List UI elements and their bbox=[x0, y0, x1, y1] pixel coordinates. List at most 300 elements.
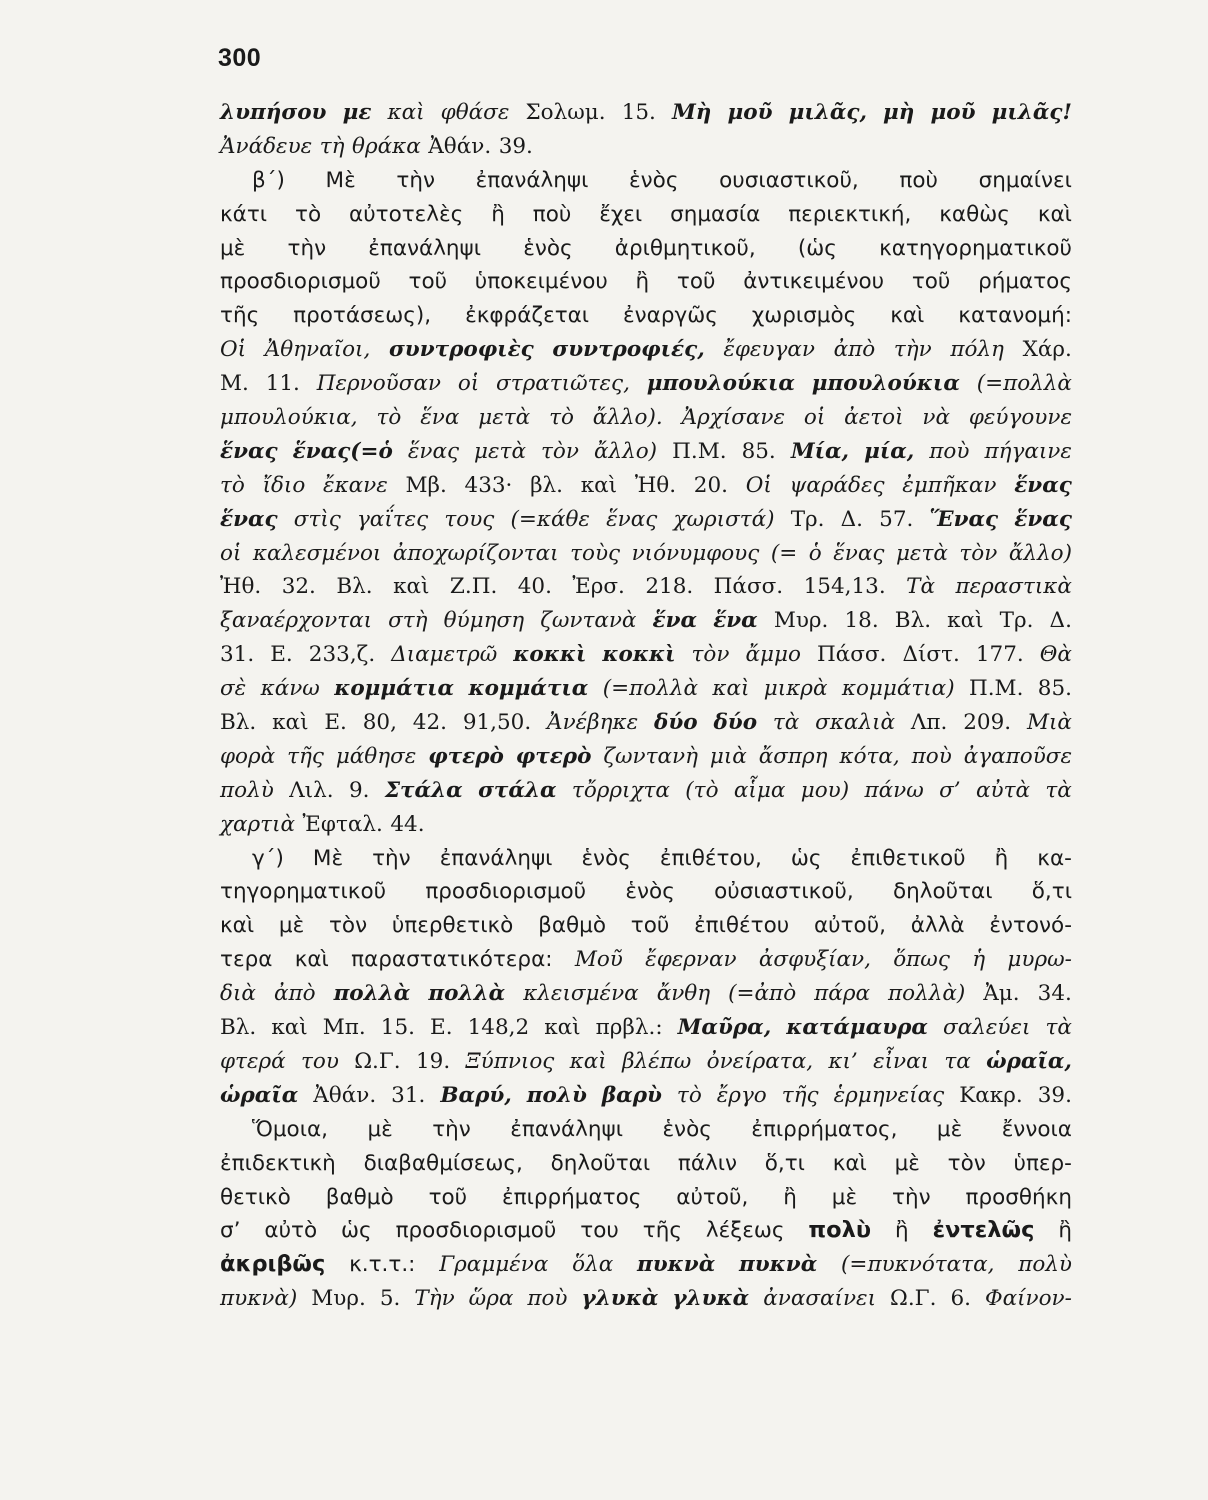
word: οἱ bbox=[457, 371, 480, 397]
word: τῆς bbox=[781, 1082, 819, 1108]
text-line bbox=[220, 198, 1072, 232]
text-line bbox=[220, 401, 1072, 435]
word: Πάσσ. bbox=[816, 642, 887, 668]
word: ἀπὸ bbox=[273, 981, 316, 1007]
word: καὶ bbox=[271, 1015, 308, 1041]
word: (=πολλὰ bbox=[976, 371, 1072, 397]
word: τὰ bbox=[772, 710, 800, 736]
word: ἕνας bbox=[1014, 472, 1072, 498]
word: Γραμμένα bbox=[439, 1252, 549, 1278]
word: 9. bbox=[348, 777, 370, 803]
word: κότα, bbox=[839, 743, 900, 769]
word: ἀπὸ bbox=[833, 337, 876, 363]
word: καὶ bbox=[569, 1048, 607, 1074]
text-line bbox=[220, 299, 1072, 333]
word: τοῦ bbox=[428, 1184, 468, 1210]
word: σ’ bbox=[220, 1218, 241, 1244]
word: 34. bbox=[1037, 981, 1072, 1007]
word: νὰ bbox=[922, 405, 950, 431]
word: αὐτοῦ, bbox=[676, 1184, 749, 1210]
word: φτερὸ bbox=[515, 743, 592, 769]
word: μιὰ bbox=[709, 743, 747, 769]
word: τὴν bbox=[432, 1116, 471, 1142]
word: Ἠθ. bbox=[220, 574, 262, 600]
word: Ω.Γ. bbox=[354, 1048, 401, 1074]
word: Ἀνέβηκε bbox=[547, 710, 639, 736]
word: βαθμὸ bbox=[538, 913, 606, 939]
word: περαστικὰ bbox=[955, 574, 1072, 600]
word: διὰ bbox=[220, 981, 256, 1007]
word: 433· bbox=[464, 472, 513, 498]
word: γαΐτες bbox=[356, 506, 429, 532]
word: καὶ bbox=[947, 608, 984, 634]
word: Μβ. bbox=[405, 472, 447, 498]
word: πυκνὰ) bbox=[220, 1286, 298, 1312]
word: 5. bbox=[379, 1286, 401, 1312]
word: ὑπερ- bbox=[1013, 1150, 1072, 1176]
word: ποὺ bbox=[532, 201, 572, 227]
word: ἢ bbox=[491, 201, 505, 227]
word: αὐτὰ bbox=[976, 777, 1031, 803]
word: ἀκριβῶς bbox=[220, 1251, 326, 1278]
word: 39. bbox=[498, 133, 533, 159]
word: του bbox=[300, 1048, 339, 1074]
word: του bbox=[580, 1218, 619, 1244]
word: Μυρ. bbox=[773, 608, 829, 634]
word: (τὸ bbox=[685, 777, 719, 803]
word: Λιλ. bbox=[289, 777, 334, 803]
word: Φαίνον- bbox=[984, 1286, 1072, 1312]
word: ὀνείρατα, bbox=[706, 1048, 814, 1074]
word: κλεισμένα bbox=[523, 981, 639, 1007]
word: μοῦ bbox=[727, 100, 773, 125]
word: ὅλα bbox=[572, 1252, 614, 1278]
word: Βλ. bbox=[220, 710, 257, 736]
word: γλυκὰ bbox=[672, 1286, 750, 1312]
word: ἢ bbox=[783, 1184, 797, 1210]
word: ἔχει bbox=[599, 201, 643, 227]
word: ἐμπῆκαν bbox=[902, 472, 997, 498]
word: ἢ bbox=[994, 845, 1009, 871]
text-line bbox=[220, 1113, 1072, 1147]
word: ἀριθμητικοῦ, bbox=[614, 235, 756, 261]
word: κατάμαυρα bbox=[786, 1015, 928, 1041]
word: τὸ bbox=[549, 405, 574, 431]
text-line bbox=[220, 1214, 1072, 1248]
word: ἐπανάληψι bbox=[439, 845, 553, 871]
word: μετὰ bbox=[474, 438, 526, 464]
word: 154,13. bbox=[803, 574, 886, 600]
word: μία, bbox=[864, 438, 915, 464]
word: ὡραῖα bbox=[220, 1082, 299, 1108]
word: Μὲ bbox=[325, 167, 356, 193]
word: Δ. bbox=[840, 506, 864, 532]
text-line bbox=[220, 638, 1072, 672]
word: προσδιορισμοῦ bbox=[425, 879, 587, 905]
word: ὡς bbox=[341, 1218, 372, 1244]
word: θράκα bbox=[352, 133, 421, 159]
word: παραστατικότερα: bbox=[351, 947, 553, 973]
text-line bbox=[220, 1045, 1072, 1079]
word: ἔννοια bbox=[1001, 1116, 1072, 1142]
word: ἀγαποῦσε bbox=[963, 743, 1072, 769]
word: ἕνα bbox=[713, 608, 758, 634]
word: ἑνὸς bbox=[625, 879, 675, 905]
word: ἑνὸς bbox=[662, 1116, 712, 1142]
word: βαθμὸ bbox=[325, 1184, 394, 1210]
word: πόλη bbox=[950, 337, 1004, 363]
word: 177. bbox=[975, 642, 1024, 668]
word: τὸ bbox=[376, 405, 402, 431]
word: σ’ bbox=[939, 777, 961, 803]
word: (=πυκνότατα, bbox=[841, 1252, 995, 1278]
word: Πάσσ. bbox=[713, 574, 784, 600]
word: ἢ bbox=[635, 269, 650, 295]
word: χαρτιὰ bbox=[220, 811, 296, 837]
word: 85. bbox=[741, 438, 776, 464]
word: στὴ bbox=[388, 608, 428, 634]
text-line bbox=[220, 130, 1072, 164]
word: πυκνὰ bbox=[637, 1252, 716, 1278]
text-line bbox=[220, 367, 1072, 401]
word: 6. bbox=[950, 1286, 971, 1312]
word: 11. bbox=[265, 371, 300, 397]
word: Χάρ. bbox=[1022, 337, 1072, 363]
word: ὡς bbox=[790, 845, 822, 871]
word: ἀετοὶ bbox=[844, 405, 904, 431]
word: Διαμετρῶ bbox=[391, 642, 498, 668]
word: (=πολλὰ bbox=[602, 676, 698, 702]
word: γλυκὰ bbox=[581, 1286, 659, 1312]
word: κομμάτια bbox=[334, 676, 455, 702]
word: λυπήσου bbox=[220, 100, 327, 125]
word: τὴν bbox=[396, 167, 435, 193]
word: πάρα bbox=[814, 981, 870, 1007]
word: Ἀθάν. bbox=[428, 133, 492, 159]
word: γ΄) bbox=[252, 845, 284, 871]
word: πάλιν bbox=[677, 1150, 737, 1176]
word: προσδιορισμοῦ bbox=[395, 1218, 557, 1244]
word: τῆς bbox=[287, 743, 324, 769]
word: τὰ bbox=[1045, 777, 1072, 803]
text-line bbox=[220, 909, 1072, 943]
word: με bbox=[342, 100, 372, 125]
word: ποὺ bbox=[929, 438, 970, 464]
word: μετὰ bbox=[478, 405, 531, 431]
word: ἕνα bbox=[420, 405, 460, 431]
word: πολλὰ bbox=[333, 981, 411, 1007]
word: Μαῦρα, bbox=[677, 1015, 772, 1041]
word: τὴν bbox=[372, 845, 411, 871]
word: ποὺ bbox=[899, 167, 938, 193]
word: κατανομή: bbox=[958, 303, 1072, 329]
text-line bbox=[220, 774, 1072, 808]
word: κοκκὶ bbox=[602, 642, 676, 668]
word: τὄρριχτα bbox=[571, 777, 670, 803]
word: 19. bbox=[415, 1048, 451, 1074]
word: Ζ.Π. bbox=[449, 574, 498, 600]
word: τὸν bbox=[691, 642, 730, 668]
text-line bbox=[220, 570, 1072, 604]
word: πάνω bbox=[864, 777, 924, 803]
word: οὐσιαστικοῦ, bbox=[714, 879, 854, 905]
word: ἔφερναν bbox=[645, 947, 737, 973]
text-line bbox=[220, 265, 1072, 299]
text-line bbox=[220, 604, 1072, 638]
word: κάτι bbox=[220, 201, 268, 227]
word: μπουλούκια bbox=[646, 371, 795, 397]
word: 148,2 bbox=[467, 1015, 530, 1041]
word: Οἱ bbox=[745, 472, 772, 498]
word: πρβλ.: bbox=[595, 1015, 663, 1041]
word: (=κάθε bbox=[510, 506, 590, 532]
word: τους bbox=[444, 506, 495, 532]
word: (=ἀπὸ bbox=[728, 981, 797, 1007]
word: προσθήκη bbox=[965, 1184, 1072, 1210]
text-line bbox=[220, 875, 1072, 909]
word: ποὺ bbox=[911, 743, 952, 769]
word: 15. bbox=[380, 1015, 415, 1041]
word: μὲ bbox=[894, 1150, 920, 1176]
word: Βλ. bbox=[894, 608, 932, 634]
word: ρήματος bbox=[978, 269, 1072, 295]
word: συντροφιές, bbox=[552, 337, 705, 363]
word: 20. bbox=[693, 472, 728, 498]
word: ἐπιθέτου, bbox=[659, 845, 762, 871]
text-line bbox=[220, 740, 1072, 774]
text-line bbox=[220, 842, 1072, 876]
word: τηγορηματικοῦ bbox=[220, 879, 387, 905]
word: 40. bbox=[517, 574, 552, 600]
word: 91,50. bbox=[462, 710, 532, 736]
word: καὶ bbox=[387, 100, 425, 125]
word: ζωντανὴ bbox=[603, 743, 698, 769]
word: ἕνας bbox=[220, 438, 278, 464]
word: ἐπανάληψι bbox=[475, 167, 589, 193]
word: καθὼς bbox=[939, 201, 1010, 227]
text-line bbox=[220, 469, 1072, 503]
text-line bbox=[220, 164, 1072, 198]
word: Ἀθηναῖοι, bbox=[264, 337, 371, 363]
word: 31. bbox=[391, 1082, 426, 1108]
word: φθάσε bbox=[440, 100, 510, 125]
word: καὶ bbox=[544, 1015, 581, 1041]
word: κομμάτια) bbox=[841, 676, 955, 702]
body-text bbox=[220, 96, 1072, 1316]
word: τα bbox=[944, 1048, 971, 1074]
word: Τὰ bbox=[906, 574, 935, 600]
word: καὶ bbox=[220, 913, 255, 939]
word: Μ. bbox=[220, 371, 249, 397]
word: μὲ bbox=[831, 1184, 858, 1210]
word: ἕνας bbox=[833, 540, 885, 566]
text-line bbox=[220, 1181, 1072, 1215]
word: πολὺ bbox=[1018, 1252, 1072, 1278]
word: μικρὰ bbox=[763, 676, 828, 702]
word: σημαίνει bbox=[978, 167, 1072, 193]
word: πολὺ bbox=[220, 777, 274, 803]
word: καὶ bbox=[890, 303, 925, 329]
text-line bbox=[220, 232, 1072, 266]
word: αὐτὸ bbox=[264, 1218, 318, 1244]
word: σημασία bbox=[670, 201, 761, 227]
word: δύο bbox=[653, 710, 698, 736]
word: καὶ bbox=[294, 947, 329, 973]
word: καὶ bbox=[712, 676, 750, 702]
word: Ε. bbox=[270, 642, 293, 668]
word: βλ. bbox=[530, 472, 563, 498]
word: καὶ bbox=[580, 472, 618, 498]
word: πολλὰ bbox=[428, 981, 506, 1007]
word: ἑνὸς bbox=[629, 167, 679, 193]
word: ἕνα bbox=[652, 608, 698, 634]
word: ἕνας bbox=[606, 506, 658, 532]
word: μυρω- bbox=[1007, 947, 1072, 973]
word: ουσιαστικοῦ, bbox=[719, 167, 859, 193]
word: ἴδιο bbox=[262, 472, 306, 498]
word: πυκνὰ bbox=[739, 1252, 818, 1278]
word: μπουλούκια, bbox=[220, 405, 358, 431]
word: 39. bbox=[1037, 1082, 1072, 1108]
word: πήγαινε bbox=[984, 438, 1072, 464]
word: 32. bbox=[281, 574, 316, 600]
text-line bbox=[220, 333, 1072, 367]
word: τὰ bbox=[1045, 1015, 1072, 1041]
word: κατηγορηματικοῦ bbox=[879, 235, 1072, 261]
word: κ.τ.τ.: bbox=[349, 1252, 416, 1278]
word: ἄσπρη bbox=[758, 743, 828, 769]
word: πολὺ bbox=[808, 1217, 872, 1244]
word: τὴν bbox=[287, 235, 327, 261]
word: σαλεύει bbox=[943, 1015, 1031, 1041]
word: Ε. bbox=[324, 710, 347, 736]
word: κοκκὶ bbox=[513, 642, 587, 668]
word: ἐπανάληψι bbox=[368, 235, 482, 261]
word: τὸ bbox=[295, 201, 322, 227]
word: τοῦ bbox=[630, 913, 670, 939]
word: ἐντελῶς bbox=[932, 1217, 1035, 1244]
word: στρατιῶτες, bbox=[496, 371, 630, 397]
word: Ω.Γ. bbox=[890, 1286, 937, 1312]
word: Π.Μ. bbox=[968, 676, 1024, 702]
word: τὴν bbox=[892, 1184, 931, 1210]
word: κα- bbox=[1037, 845, 1072, 871]
word: ἕνας(=ὁ bbox=[292, 438, 393, 464]
word: δηλοῦται bbox=[550, 1150, 651, 1176]
word: αὐτοῦ, bbox=[813, 913, 886, 939]
word: λέξεως bbox=[705, 1218, 785, 1244]
word: ἄμμο bbox=[745, 642, 801, 668]
word: ἢ bbox=[1058, 1218, 1072, 1244]
word: Οἱ bbox=[220, 337, 247, 363]
word: Βλ. bbox=[220, 1015, 257, 1041]
word: τερα bbox=[220, 947, 273, 973]
word: φτερά bbox=[220, 1048, 286, 1074]
word: μιλᾶς! bbox=[991, 100, 1072, 125]
word: ἕνας bbox=[1014, 506, 1072, 532]
word: φτερὸ bbox=[428, 743, 504, 769]
word: Βαρύ, bbox=[440, 1082, 512, 1108]
word: προσδιορισμοῦ bbox=[220, 269, 381, 295]
word: ἑνὸς bbox=[523, 235, 573, 261]
word: μὲ bbox=[936, 1116, 963, 1142]
word: τὸ bbox=[220, 472, 245, 498]
word: τῆς bbox=[642, 1218, 682, 1244]
word: (= bbox=[770, 540, 798, 566]
word: ἐπιδεκτικὴ bbox=[220, 1150, 336, 1176]
word: μάθησε bbox=[335, 743, 417, 769]
word: Μοῦ bbox=[574, 947, 623, 973]
word: ψαράδες bbox=[789, 472, 885, 498]
word: φορὰ bbox=[220, 743, 276, 769]
word: 80, bbox=[362, 710, 397, 736]
page-number: 300 bbox=[218, 44, 262, 72]
word: τοῦ bbox=[408, 269, 448, 295]
word: Ἀνάδευε bbox=[220, 133, 313, 159]
word: Ε. bbox=[430, 1015, 453, 1041]
word: καλεσμένοι bbox=[252, 540, 382, 566]
word: πολὺ bbox=[526, 1082, 587, 1108]
word: σὲ bbox=[220, 676, 247, 702]
word: μὴ bbox=[883, 100, 915, 125]
word: β΄) bbox=[252, 167, 285, 193]
word: ἐπιρρήματος, bbox=[751, 1116, 898, 1142]
word: ἀσφυξίαν, bbox=[758, 947, 871, 973]
word: 233,ζ. bbox=[308, 642, 376, 668]
word: ἄλλο) bbox=[593, 438, 658, 464]
word: τὸν bbox=[959, 540, 998, 566]
word: Δίστ. bbox=[902, 642, 960, 668]
word: Σολωμ. bbox=[525, 100, 606, 125]
text-line bbox=[220, 706, 1072, 740]
word: οἱ bbox=[220, 540, 242, 566]
word: τοὺς bbox=[570, 540, 621, 566]
word: ὁ bbox=[808, 540, 822, 566]
word: Ὅμοια, bbox=[252, 1116, 328, 1142]
word: τὸν bbox=[947, 1150, 986, 1176]
word: ζωντανὰ bbox=[540, 608, 637, 634]
word: τὸν bbox=[541, 438, 579, 464]
text-line bbox=[220, 808, 1072, 842]
word: μὲ bbox=[278, 913, 305, 939]
word: ἢ bbox=[895, 1218, 909, 1244]
word: Ἐρσ. bbox=[572, 574, 625, 600]
word: καὶ bbox=[272, 710, 309, 736]
word: στὶς bbox=[293, 506, 341, 532]
word: ἄλλο) bbox=[1008, 540, 1072, 566]
word: φεύγουνε bbox=[968, 405, 1072, 431]
word: 15. bbox=[621, 100, 656, 125]
word: εἶναι bbox=[873, 1048, 930, 1074]
word: Θὰ bbox=[1039, 642, 1072, 668]
word: Τὴν bbox=[414, 1286, 455, 1312]
word: 57. bbox=[879, 506, 914, 532]
word: Τρ. bbox=[790, 506, 825, 532]
word: ἄλλο). bbox=[592, 405, 663, 431]
word: Ἕνας bbox=[929, 506, 999, 532]
word: προτάσεως), bbox=[293, 303, 432, 329]
word: Ἠθ. bbox=[634, 472, 677, 498]
text-line bbox=[220, 537, 1072, 571]
text-line bbox=[220, 1147, 1072, 1181]
word: Βλ. bbox=[336, 574, 373, 600]
word: (ὡς bbox=[797, 235, 837, 261]
word: χωρισμὸς bbox=[751, 303, 857, 329]
word: ἑρμηνείας bbox=[833, 1082, 945, 1108]
word: αἷμα bbox=[733, 777, 786, 803]
word: μοῦ bbox=[930, 100, 976, 125]
word: Μὲ bbox=[312, 845, 344, 871]
